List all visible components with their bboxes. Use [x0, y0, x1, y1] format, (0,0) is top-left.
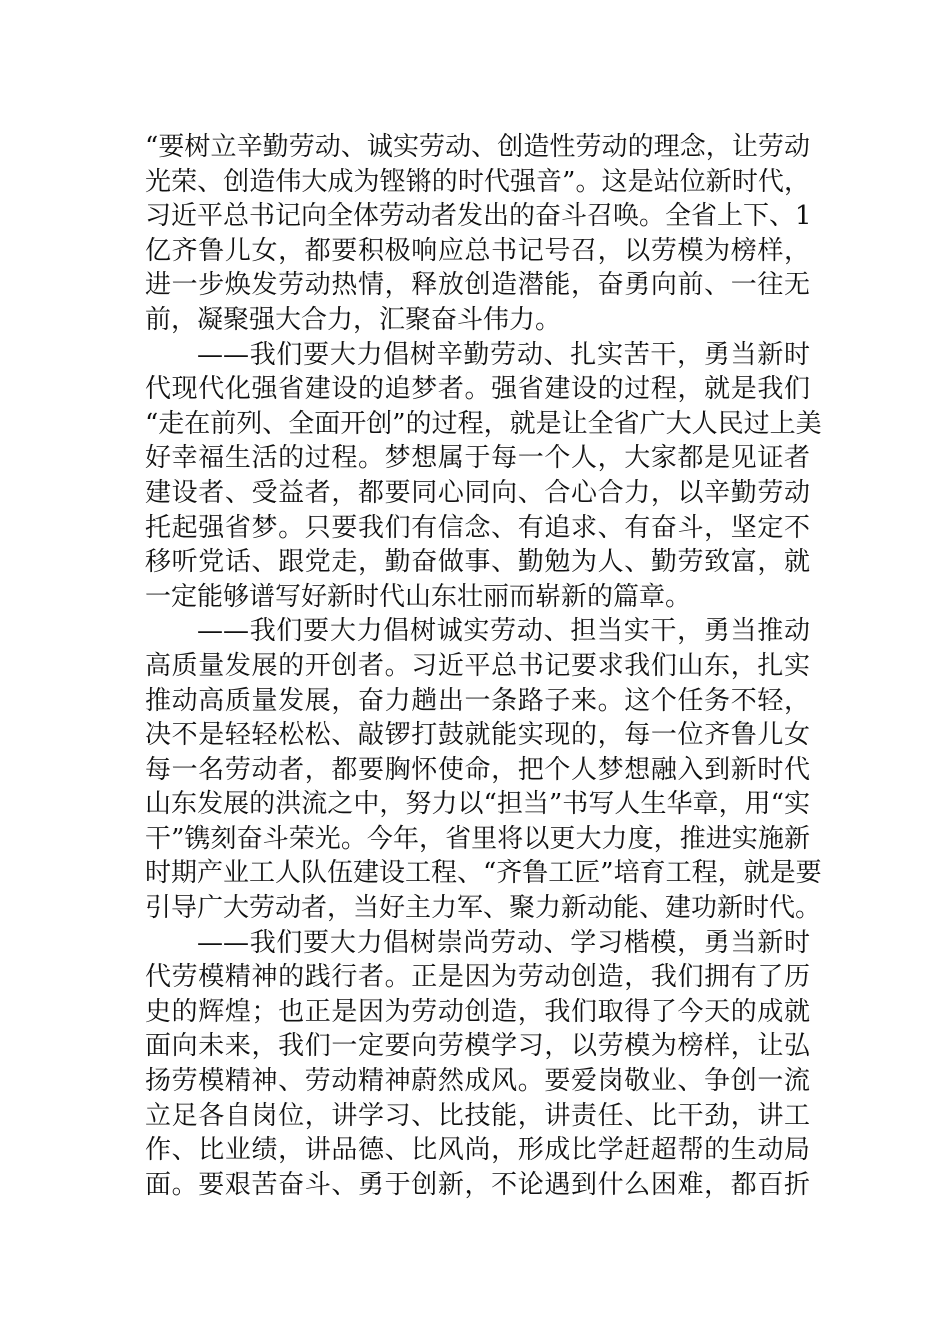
text-line: 面。要艰苦奋斗、勇于创新，不论遇到什么困难，都百折 [145, 1169, 810, 1200]
text-line: 习近平总书记向全体劳动者发出的奋斗召唤。全省上下、1 [145, 201, 812, 232]
text-line: 亿齐鲁儿女，都要积极响应总书记号召，以劳模为榜样， [145, 235, 810, 266]
text-line: 山东发展的洪流之中，努力以“担当”书写人生华章，用“实 [145, 789, 810, 820]
text-line: “要树立辛勤劳动、诚实劳动、创造性劳动的理念，让劳动 [145, 132, 810, 162]
text-line: 代劳模精神的践行者。正是因为劳动创造，我们拥有了历 [145, 962, 810, 993]
text-line: 好幸福生活的过程。梦想属于每一个人，大家都是见证者 [145, 443, 810, 474]
text-line: 进一步焕发劳动热情，释放创造潜能，奋勇向前、一往无 [145, 270, 810, 301]
text-line: 引导广大劳动者，当好主力军、聚力新动能、建功新时代。 [145, 893, 822, 924]
paragraph-start-line: ——我们要大力倡树辛勤劳动、扎实苦干，勇当新时 [197, 339, 810, 370]
text-line: 面向未来，我们一定要向劳模学习，以劳模为榜样，让弘 [145, 1031, 810, 1062]
text-line: 时期产业工人队伍建设工程、“齐鲁工匠”培育工程，就是要 [145, 858, 822, 889]
text-line: 立足各自岗位，讲学习、比技能，讲责任、比干劲，讲工 [145, 1100, 810, 1131]
text-line: 推动高质量发展，奋力趟出一条路子来。这个任务不轻， [145, 685, 810, 716]
text-line: 扬劳模精神、劳动精神蔚然成风。要爱岗敬业、争创一流 [145, 1066, 810, 1097]
text-line: 托起强省梦。只要我们有信念、有追求、有奋斗，坚定不 [145, 512, 810, 543]
text-line: 移听党话、跟党走，勤奋做事、勤勉为人、勤劳致富，就 [145, 547, 810, 578]
text-line: “走在前列、全面开创”的过程，就是让全省广大人民过上美 [145, 408, 822, 439]
text-line: 高质量发展的开创者。习近平总书记要求我们山东，扎实 [145, 650, 810, 681]
text-line: 建设者、受益者，都要同心同向、合心合力，以辛勤劳动 [145, 477, 810, 508]
text-line: 史的辉煌；也正是因为劳动创造，我们取得了今天的成就 [145, 996, 810, 1027]
text-line: 一定能够谱写好新时代山东壮丽而崭新的篇章。 [145, 581, 692, 612]
text-line: 代现代化强省建设的追梦者。强省建设的过程，就是我们 [145, 374, 810, 405]
paragraph-start-line: ——我们要大力倡树诚实劳动、担当实干，勇当推动 [197, 616, 810, 647]
text-line: 前，凝聚强大合力，汇聚奋斗伟力。 [145, 304, 562, 335]
text-line: 决不是轻轻松松、敲锣打鼓就能实现的，每一位齐鲁儿女 [145, 720, 810, 751]
paragraph-start-line: ——我们要大力倡树崇尚劳动、学习楷模，勇当新时 [197, 927, 810, 958]
text-line: 干”镌刻奋斗荣光。今年，省里将以更大力度，推进实施新 [145, 823, 810, 854]
body-text [145, 130, 822, 1202]
text-line: 作、比业绩，讲品德、比风尚，形成比学赶超帮的生动局 [145, 1135, 810, 1166]
text-line: 光荣、创造伟大成为铿锵的时代强音”。这是站位新时代， [145, 166, 810, 197]
text-line: 每一名劳动者，都要胸怀使命，把个人梦想融入到新时代 [145, 754, 810, 785]
